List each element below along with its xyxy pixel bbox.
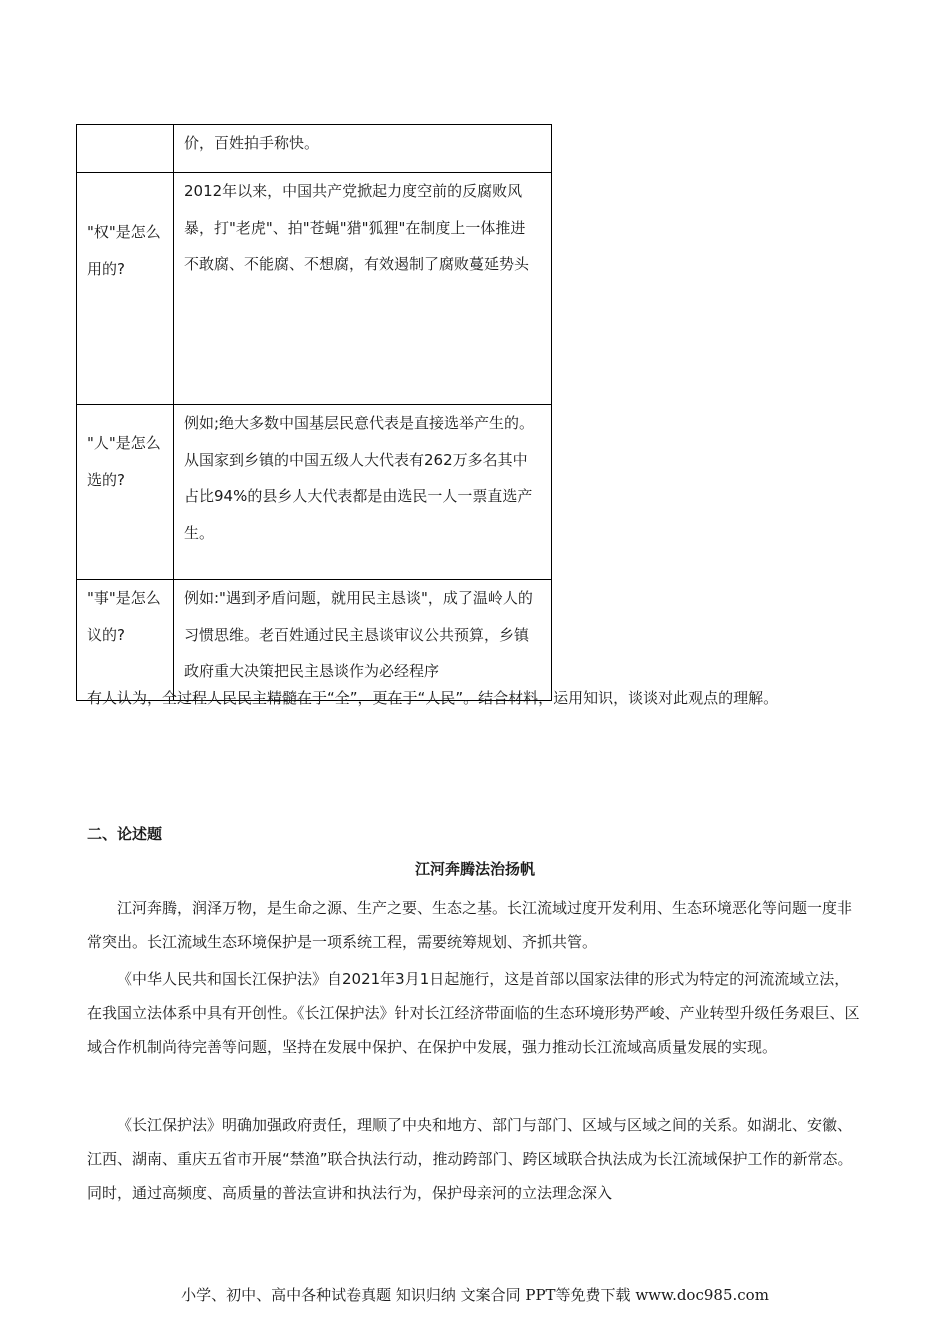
table-question-cell [77,125,174,173]
table-answer-cell: 例如:"遇到矛盾问题，就用民主恳谈"，成了温岭人的习惯思维。老百姓通过民主恳谈审议公共预算，乡镇政府重大决策把民主恳谈作为必经程序 [174,580,552,701]
table-row [77,173,552,405]
paragraph-3: 《长江保护法》明确加强政府责任，理顺了中央和地方、部门与部门、区域与区域之间的关系。如湖北、安徽、江西、湖南、重庆五省市开展“禁渔”联合执法行动，推动跨部门、跨区域联合执法成为长江流域保护工作的新常态。同时，通过高频度、高质量的普法宣讲和执法行为，保护母亲河的立法理念深入 [87,1116,853,1202]
page-footer: 小学、初中、高中各种试卷真题 知识归纳 文案合同 PPT等免费下载 www.doc985.com [181,1286,769,1304]
table-row [77,125,552,173]
table-question-cell: "人"是怎么选的? [77,405,174,580]
section-heading: 二、论述题 [87,825,163,843]
table-answer-cell: 例如;绝大多数中国基层民意代表是直接选举产生的。从国家到乡镇的中国五级人大代表有262万多名其中占比94%的县乡人大代表都是由选民一人一票直选产生。 [174,405,552,580]
table-question-cell: "权"是怎么用的? [77,173,174,405]
table-answer-cell: 2012年以来，中国共产党掀起力度空前的反腐败风暴，打"老虎"、拍"苍蝇"猎"狐狸"在制度上一体推进不敢腐、不能腐、不想腐，有效遏制了腐败蔓延势头 [174,173,552,405]
table-row [77,405,552,580]
paragraph-2: 《中华人民共和国长江保护法》自2021年3月1日起施行，这是首部以国家法律的形式为特定的河流流域立法，在我国立法体系中具有开创性。《长江保护法》针对长江经济带面临的生态环境形势严峻、产业转型升级任务艰巨、区域合作机制尚待完善等问题，坚持在发展中保护、在保护中发展，强力推动长江流域高质量发展的实现。 [87,970,860,1056]
table-question-cell: "事"是怎么议的? [77,580,174,701]
paragraph-1: 江河奔腾，润泽万物，是生命之源、生产之要、生态之基。长江流域过度开发利用、生态环境恶化等问题一度非常突出。长江流域生态环境保护是一项系统工程，需要统筹规划、齐抓共管。 [87,899,853,951]
essay-title: 江河奔腾法治扬帆 [414,860,535,878]
question-text: 有人认为，全过程人民民主精髓在于“全”，更在于“人民”。结合材料，运用知识，谈谈对此观点的理解。 [87,689,779,707]
content-table [76,124,552,701]
table-answer-cell: 价，百姓拍手称快。 [174,125,552,173]
